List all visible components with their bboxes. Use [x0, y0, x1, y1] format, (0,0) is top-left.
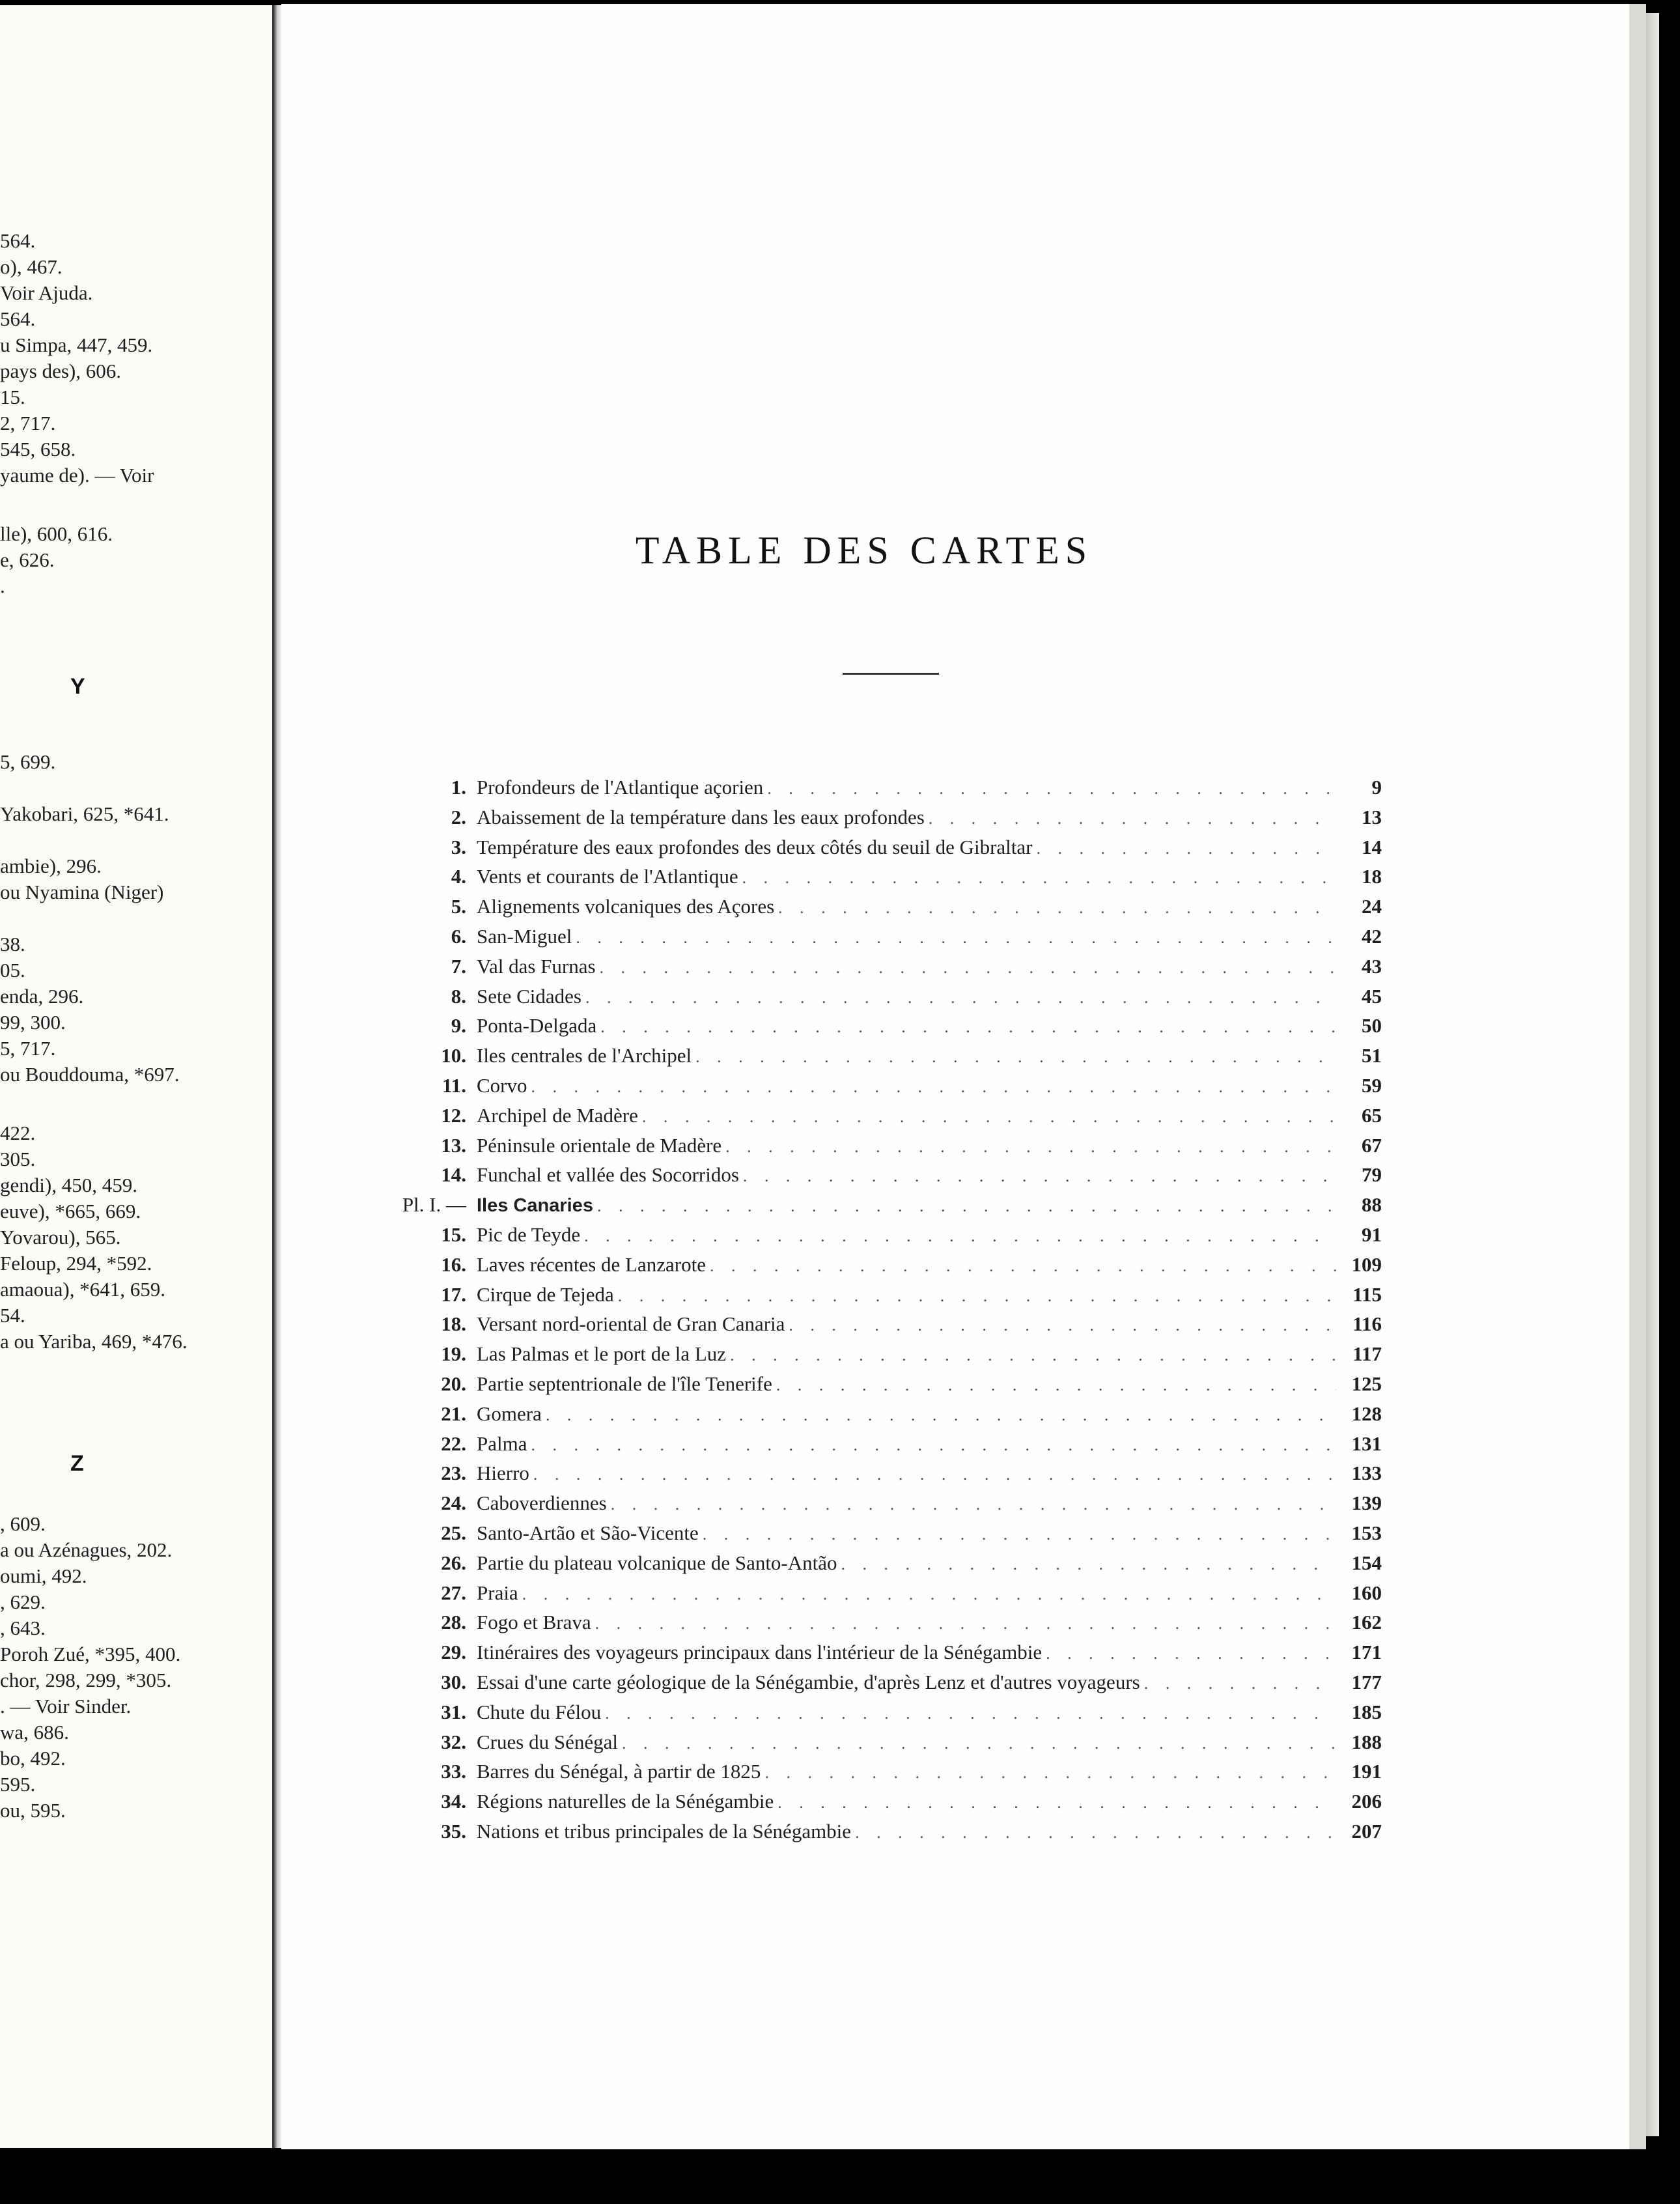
- page-number: 139: [1351, 1491, 1382, 1515]
- map-number: 27.: [441, 1581, 466, 1604]
- dot-leader: [595, 1609, 1336, 1639]
- map-title: Cirque de Tejeda: [477, 1282, 614, 1306]
- dot-leader: [710, 1251, 1336, 1281]
- dot-leader: [777, 1788, 1336, 1818]
- page-number: 162: [1351, 1611, 1382, 1634]
- map-entry: [409, 952, 1382, 982]
- map-number: 33.: [441, 1760, 466, 1783]
- page-number: 50: [1362, 1014, 1382, 1038]
- map-entry: [409, 1488, 1382, 1518]
- map-number: 16.: [441, 1252, 466, 1276]
- map-entry: [409, 1160, 1382, 1190]
- dot-leader: [929, 804, 1336, 834]
- dot-leader: [576, 923, 1336, 953]
- map-number: 34.: [441, 1790, 466, 1813]
- dot-leader: [642, 1102, 1336, 1132]
- index-line: 99, 300.: [0, 1011, 66, 1034]
- index-line: euve), *665, 669.: [0, 1200, 141, 1222]
- page-number: 185: [1351, 1700, 1382, 1723]
- index-line: 38.: [0, 933, 25, 955]
- map-title: Santo-Artão et São-Vicente: [477, 1521, 699, 1544]
- dot-leader: [767, 774, 1336, 804]
- map-title: Partie du plateau volcanique de Santo-Antão: [477, 1551, 837, 1574]
- page-number: 65: [1362, 1103, 1382, 1127]
- page-number: 43: [1362, 954, 1382, 978]
- map-title: Fogo et Brava: [477, 1611, 591, 1634]
- index-line: yaume de). — Voir: [0, 464, 154, 487]
- index-line: . — Voir Sinder.: [0, 1695, 132, 1717]
- page-number: 115: [1352, 1282, 1382, 1306]
- dot-leader: [1046, 1639, 1336, 1669]
- dot-leader: [703, 1519, 1336, 1549]
- index-line: a ou Yariba, 469, *476.: [0, 1330, 188, 1353]
- index-line: 5, 717.: [0, 1037, 56, 1060]
- index-line: chor, 298, 299, *305.: [0, 1669, 172, 1691]
- map-entry: [409, 1816, 1382, 1846]
- previous-page-index: [0, 5, 273, 2148]
- dot-leader: [546, 1400, 1336, 1430]
- map-entry: [409, 1727, 1382, 1757]
- map-entry: [409, 1131, 1382, 1161]
- map-title: Profondeurs de l'Atlantique açorien: [477, 776, 764, 798]
- map-number: 9.: [451, 1014, 466, 1038]
- dot-leader: [522, 1579, 1336, 1609]
- map-title: Crues du Sénégal: [477, 1730, 618, 1753]
- dot-leader: [695, 1042, 1336, 1072]
- dot-leader: [533, 1460, 1336, 1490]
- map-number: 26.: [441, 1551, 466, 1574]
- index-line: , 629.: [0, 1590, 46, 1613]
- map-number: 4.: [451, 865, 466, 888]
- map-entry: [409, 1667, 1382, 1697]
- map-number: 35.: [441, 1819, 466, 1843]
- map-entry: [409, 862, 1382, 892]
- map-number: 14.: [441, 1163, 466, 1187]
- dot-leader: [841, 1549, 1336, 1579]
- dot-leader: [597, 1191, 1336, 1221]
- map-number: 19.: [441, 1342, 466, 1366]
- page-number: 131: [1351, 1432, 1382, 1455]
- map-entry: [409, 1309, 1382, 1339]
- map-entry: [409, 802, 1382, 832]
- page-title: TABLE DES CARTES: [635, 529, 1093, 572]
- map-number: 2.: [451, 805, 466, 828]
- map-entry: [409, 1369, 1382, 1399]
- map-title: Régions naturelles de la Sénégambie: [477, 1790, 774, 1813]
- page-number: 13: [1362, 805, 1382, 828]
- map-number: 29.: [441, 1641, 466, 1664]
- map-entry: [409, 1429, 1382, 1459]
- dot-leader: [531, 1430, 1337, 1460]
- title-rule: [843, 673, 939, 675]
- map-list: [402, 772, 1382, 1846]
- page-number: 109: [1351, 1252, 1382, 1276]
- map-entry: [409, 1697, 1382, 1727]
- index-line: 545, 658.: [0, 438, 76, 460]
- page-number: 42: [1362, 924, 1382, 948]
- dot-leader: [776, 1370, 1336, 1400]
- index-line: 05.: [0, 959, 25, 982]
- map-title: Péninsule orientale de Madère: [477, 1133, 722, 1157]
- map-number: Pl. I. —: [402, 1193, 466, 1217]
- map-title: Laves récentes de Lanzarote: [477, 1252, 706, 1276]
- dot-leader: [611, 1490, 1336, 1519]
- map-title: Gomera: [477, 1402, 542, 1425]
- index-line: oumi, 492.: [0, 1564, 87, 1587]
- map-title: Abaissement de la température dans les eaux profondes: [477, 805, 925, 828]
- page-number: 191: [1351, 1760, 1382, 1783]
- index-letter-heading: Y: [70, 674, 85, 699]
- index-letter-heading: Z: [70, 1451, 84, 1476]
- map-title: Barres du Sénégal, à partir de 1825: [477, 1760, 761, 1783]
- page-number: 67: [1362, 1133, 1382, 1157]
- index-line: Poroh Zué, *395, 400.: [0, 1643, 181, 1665]
- map-entry: [409, 1578, 1382, 1608]
- map-title: Sete Cidades: [477, 984, 581, 1008]
- dot-leader: [742, 863, 1336, 893]
- page-number: 154: [1351, 1551, 1382, 1574]
- index-line: 54.: [0, 1304, 25, 1327]
- map-number: 3.: [451, 835, 466, 858]
- map-title: Ponta-Delgada: [477, 1014, 597, 1038]
- map-title: San-Miguel: [477, 924, 572, 948]
- map-title: Corvo: [477, 1073, 527, 1097]
- dot-leader: [531, 1072, 1337, 1102]
- index-line: gendi), 450, 459.: [0, 1174, 137, 1196]
- map-number: 12.: [441, 1103, 466, 1127]
- dot-leader: [585, 983, 1336, 1013]
- index-line: 2, 717.: [0, 412, 56, 434]
- map-number: 22.: [441, 1432, 466, 1455]
- book-gutter: [273, 5, 281, 2148]
- page-number: 59: [1362, 1073, 1382, 1097]
- index-line: 15.: [0, 386, 25, 408]
- map-entry: [409, 1011, 1382, 1041]
- map-entry: [409, 892, 1382, 922]
- map-number: 21.: [441, 1402, 466, 1425]
- index-line: Feloup, 294, *592.: [0, 1252, 152, 1275]
- index-line: 422.: [0, 1122, 36, 1144]
- page-number: 171: [1351, 1641, 1382, 1664]
- map-entry: [409, 1280, 1382, 1310]
- map-number: 10.: [441, 1044, 466, 1067]
- dot-leader: [600, 1012, 1336, 1042]
- map-entry: [409, 1041, 1382, 1071]
- index-line: Yakobari, 625, *641.: [0, 802, 169, 825]
- page-edge: [1646, 13, 1659, 2136]
- page-number: 51: [1362, 1044, 1382, 1067]
- map-entry: [409, 772, 1382, 802]
- scan-border: [0, 2149, 1680, 2204]
- map-number: 1.: [451, 776, 466, 798]
- map-number: 30.: [441, 1670, 466, 1693]
- map-title: Val das Furnas: [477, 954, 596, 978]
- page-number: 116: [1352, 1312, 1382, 1336]
- map-number: 5.: [451, 895, 466, 918]
- map-title: Iles Canaries: [477, 1195, 593, 1217]
- index-line: amaoua), *641, 659.: [0, 1278, 165, 1301]
- page-number: 206: [1351, 1790, 1382, 1813]
- map-entry: [409, 1548, 1382, 1578]
- index-line: lle), 600, 616.: [0, 522, 113, 545]
- page-number: 24: [1362, 895, 1382, 918]
- map-entry: [409, 1607, 1382, 1637]
- map-number: 28.: [441, 1611, 466, 1634]
- page-number: 128: [1351, 1402, 1382, 1425]
- index-line: 5, 699.: [0, 750, 56, 773]
- map-number: 6.: [451, 924, 466, 948]
- page-number: 125: [1351, 1372, 1382, 1395]
- index-line: Yovarou), 565.: [0, 1226, 121, 1249]
- index-line: 564.: [0, 307, 36, 330]
- map-title: Archipel de Madère: [477, 1103, 638, 1127]
- index-line: , 643.: [0, 1617, 46, 1639]
- page-number: 14: [1362, 835, 1382, 858]
- map-title: Itinéraires des voyageurs principaux dans l'intérieur de la Sénégambie: [477, 1641, 1043, 1664]
- index-line: 305.: [0, 1148, 36, 1170]
- map-number: 8.: [451, 984, 466, 1008]
- index-line: a ou Azénagues, 202.: [0, 1538, 173, 1561]
- index-line: ou, 595.: [0, 1799, 66, 1822]
- page-number: 153: [1351, 1521, 1382, 1544]
- map-number: 25.: [441, 1521, 466, 1544]
- index-line: o), 467.: [0, 255, 63, 278]
- map-number: 24.: [441, 1491, 466, 1515]
- map-title: Nations et tribus principales de la Sénégambie: [477, 1819, 852, 1843]
- map-entry: [409, 1458, 1382, 1488]
- dot-leader: [855, 1818, 1336, 1848]
- map-title: Palma: [477, 1432, 527, 1455]
- dot-leader: [730, 1340, 1336, 1370]
- map-title: Essai d'une carte géologique de la Sénégambie, d'après Lenz et d'autres voyageurs: [477, 1670, 1140, 1693]
- dot-leader: [618, 1281, 1336, 1311]
- dot-leader: [778, 893, 1336, 923]
- index-line: .: [0, 574, 5, 597]
- map-number: 23.: [441, 1462, 466, 1485]
- page-number: 188: [1351, 1730, 1382, 1753]
- dot-leader: [622, 1729, 1336, 1759]
- map-title: Funchal et vallée des Socorridos: [477, 1163, 739, 1187]
- map-entry: [409, 1250, 1382, 1280]
- dot-leader: [725, 1132, 1336, 1162]
- index-line: bo, 492.: [0, 1747, 66, 1770]
- map-entry: [409, 1399, 1382, 1429]
- map-number: 7.: [451, 954, 466, 978]
- dot-leader: [584, 1221, 1336, 1251]
- map-number: 31.: [441, 1700, 466, 1723]
- map-entry: [409, 1220, 1382, 1250]
- page-number: 160: [1351, 1581, 1382, 1604]
- index-line: 564.: [0, 229, 36, 252]
- page-number: 88: [1362, 1193, 1382, 1217]
- page-number: 177: [1351, 1670, 1382, 1693]
- map-number: 17.: [441, 1282, 466, 1306]
- page-number: 18: [1362, 865, 1382, 888]
- dot-leader: [743, 1161, 1336, 1191]
- index-line: u Simpa, 447, 459.: [0, 333, 153, 356]
- map-number: 11.: [441, 1073, 466, 1097]
- map-number: 32.: [441, 1730, 466, 1753]
- page-number: 9: [1371, 776, 1382, 798]
- map-entry: [402, 1190, 1382, 1220]
- dot-leader: [1036, 834, 1336, 864]
- map-title: Partie septentrionale de l'île Tenerife: [477, 1372, 772, 1395]
- map-entry: [409, 832, 1382, 862]
- map-entry: [409, 1787, 1382, 1816]
- index-line: , 609.: [0, 1512, 46, 1535]
- dot-leader: [605, 1699, 1336, 1729]
- page-number: 91: [1362, 1222, 1382, 1246]
- map-title: Alignements volcaniques des Açores: [477, 895, 775, 918]
- map-number: 18.: [441, 1312, 466, 1336]
- page-number: 133: [1351, 1462, 1382, 1485]
- map-title: Vents et courants de l'Atlantique: [477, 865, 738, 888]
- index-line: 595.: [0, 1773, 36, 1796]
- index-line: ambie), 296.: [0, 855, 102, 877]
- map-entry: [409, 982, 1382, 1011]
- map-title: Température des eaux profondes des deux côtés du seuil de Gibraltar: [477, 835, 1033, 858]
- map-entry: [409, 1637, 1382, 1667]
- map-entry: [409, 1071, 1382, 1101]
- map-title: Pic de Teyde: [477, 1222, 581, 1246]
- dot-leader: [789, 1310, 1336, 1340]
- map-entry: [409, 922, 1382, 952]
- dot-leader: [764, 1758, 1336, 1788]
- map-number: 15.: [441, 1222, 466, 1246]
- dot-leader: [600, 953, 1336, 983]
- map-entry: [409, 1757, 1382, 1787]
- index-line: Voir Ajuda.: [0, 281, 93, 304]
- dot-leader: [1144, 1669, 1336, 1699]
- map-entry: [409, 1339, 1382, 1369]
- page-number: 45: [1362, 984, 1382, 1008]
- map-number: 20.: [441, 1372, 466, 1395]
- map-title: Caboverdiennes: [477, 1491, 607, 1515]
- map-title: Iles centrales de l'Archipel: [477, 1044, 692, 1067]
- map-number: 13.: [441, 1133, 466, 1157]
- map-entry: [409, 1101, 1382, 1131]
- map-title: Las Palmas et le port de la Luz: [477, 1342, 727, 1366]
- map-title: Versant nord-oriental de Gran Canaria: [477, 1312, 785, 1336]
- index-line: pays des), 606.: [0, 360, 121, 382]
- table-des-cartes-page: [281, 4, 1646, 2151]
- map-title: Hierro: [477, 1462, 529, 1485]
- map-title: Chute du Félou: [477, 1700, 602, 1723]
- index-line: enda, 296.: [0, 985, 84, 1008]
- map-title: Praia: [477, 1581, 518, 1604]
- index-line: ou Nyamina (Niger): [0, 881, 164, 903]
- page-number: 79: [1362, 1163, 1382, 1187]
- index-line: wa, 686.: [0, 1721, 69, 1744]
- map-entry: [409, 1518, 1382, 1548]
- index-line: e, 626.: [0, 548, 55, 571]
- page-number: 207: [1351, 1819, 1382, 1843]
- index-line: ou Bouddouma, *697.: [0, 1063, 180, 1086]
- page-number: 117: [1352, 1342, 1382, 1366]
